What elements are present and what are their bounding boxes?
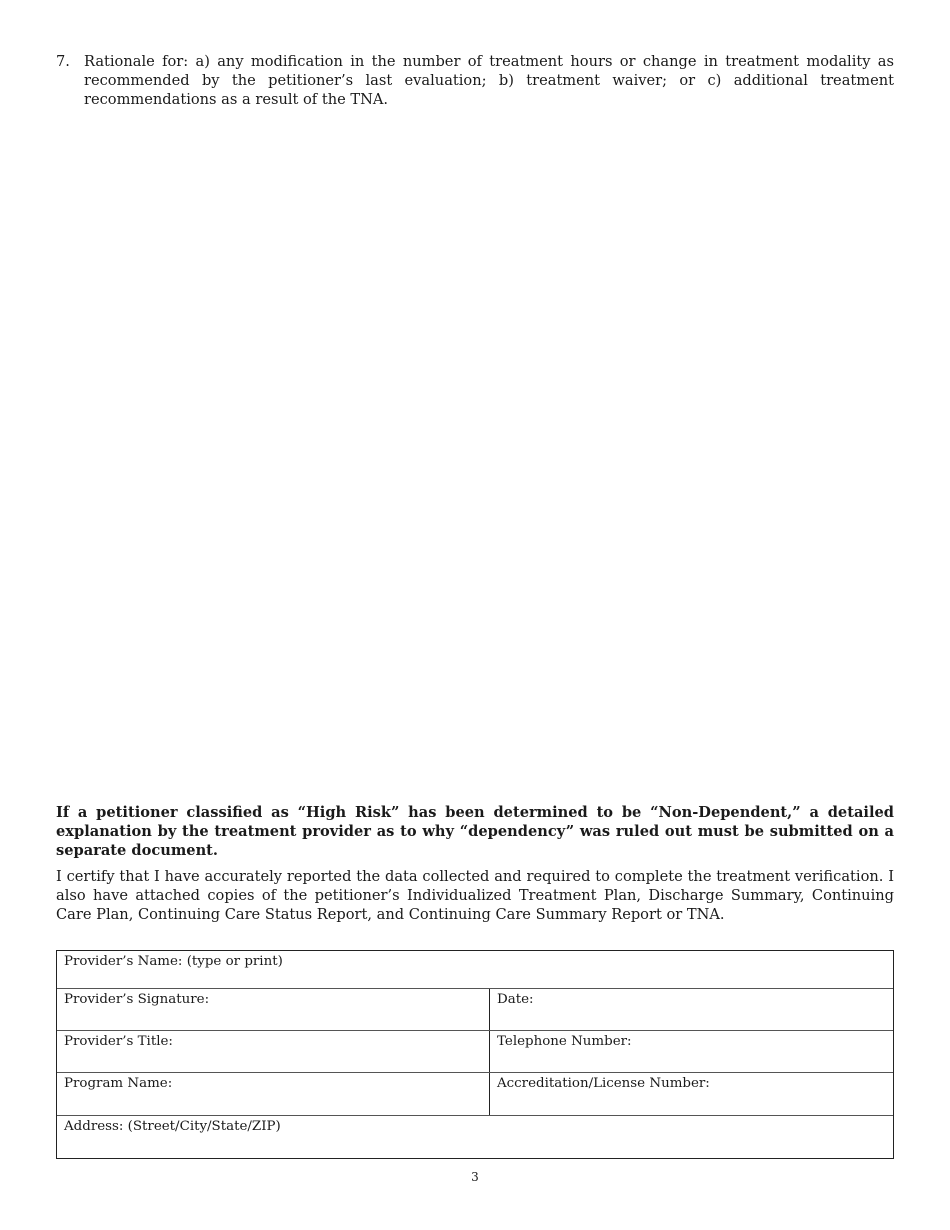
accreditation-label: Accreditation/License Number: [497,1076,710,1091]
provider-name-field[interactable] [57,951,893,988]
provider-signature-table [56,950,894,1159]
item-7 [56,52,894,109]
date-label: Date: [497,992,534,1007]
certification-statement: I certify that I have accurately reported the data collected and required to complete the treatment verification. I also have attached copies of the petitioner’s Individualized Treatment Plan, Discharge Summary, Continuing Care Plan, Continuing Care Status Report, and Continuing Care Summary Report or TNA. [56,868,894,923]
row-signature-date [57,989,893,1031]
provider-signature-label: Provider’s Signature: [64,992,210,1007]
accreditation-field[interactable] [489,1073,893,1115]
item-7-number: 7. [56,53,70,70]
date-field[interactable] [489,989,893,1030]
program-name-field[interactable] [57,1073,489,1115]
address-field[interactable] [57,1116,893,1158]
row-provider-name [57,951,893,989]
telephone-field[interactable] [489,1031,893,1072]
high-risk-notice: If a petitioner classified as “High Risk” has been determined to be “Non-Dependent,” a detailed explanation by the treatment provider as to why “dependency” was ruled out must be submitted on a separate document. [56,804,894,859]
row-program-accreditation [57,1073,893,1116]
provider-title-field[interactable] [57,1031,489,1072]
page-number: 3 [471,1170,479,1184]
telephone-label: Telephone Number: [497,1034,632,1049]
item-7-text: Rationale for: a) any modification in the number of treatment hours or change in treatment modality as recommended by the petitioner’s last evaluation; b) treatment waiver; or c) additional treatment recommendations as a result of the TNA. [84,53,894,108]
row-title-telephone [57,1031,893,1073]
row-address [57,1116,893,1158]
provider-title-label: Provider’s Title: [64,1034,173,1049]
provider-signature-field[interactable] [57,989,489,1030]
program-name-label: Program Name: [64,1076,173,1091]
address-label: Address: (Street/City/State/ZIP) [64,1119,281,1134]
provider-name-label: Provider’s Name: (type or print) [64,954,283,969]
